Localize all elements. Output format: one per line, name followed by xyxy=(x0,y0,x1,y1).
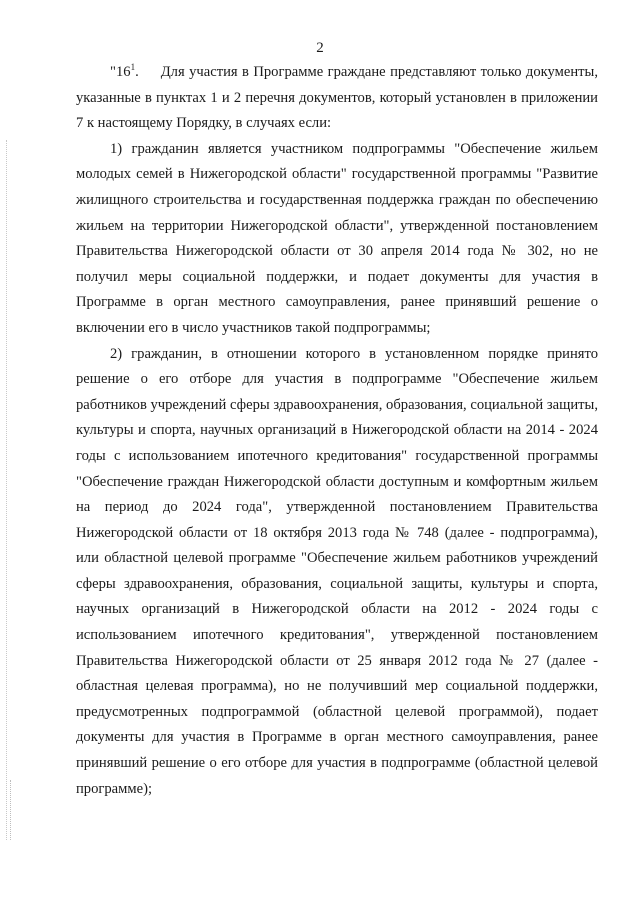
clause-number-suffix: . xyxy=(135,64,139,80)
clause-paragraph xyxy=(76,60,598,137)
document-body xyxy=(76,60,598,802)
list-item-2: 2) гражданин, в отношении которого в установленном порядке принято решение о его отборе для участия в подпрограмме "Обеспечение жильем работников учреждений сферы здравоохранения, образования, социальной защиты, культуры и спорта, научных организаций в Нижегородской области на 2014 - 2024 годы с использованием ипотечного кредитования" государственной программы "Обеспечение граждан Нижегородской области доступным и комфортным жильем на период до 2024 года", утвержденной постановлением Правительства Нижегородской области от 18 октября 2013 года № 748 (далее - подпрограмма), или областной целевой программе "Обеспечение жильем работников учреждений сферы здравоохранения, образования, социальной защиты, культуры и спорта, научных организаций в Нижегородской области на 2012 - 2024 годы с использованием ипотечного кредитования", утвержденной постановлением Правительства Нижегородской области от 25 января 2012 года № 27 (далее - областная целевая программа), но не получивший мер социальной поддержки, предусмотренных подпрограммой (областной целевой программой), подает документы для участия в Программе в орган местного самоуправления, ранее принявший решение о его отборе для участия в подпрограмме (областной целевой программе); xyxy=(76,345,598,797)
clause-number-superscript: 1 xyxy=(130,62,136,72)
scan-margin-marks-lower xyxy=(10,780,12,840)
page-number: 2 xyxy=(316,40,324,56)
clause-number xyxy=(110,64,139,80)
clause-open-quote: " xyxy=(110,64,116,80)
clause-number-main: 16 xyxy=(115,64,131,80)
scan-margin-marks xyxy=(6,140,9,840)
list-item-1: 1) гражданин является участником подпрограммы "Обеспечение жильем молодых семей в Нижегородской области" государственной программы "Развитие жилищного строительства и государственная поддержка граждан по обеспечению жильем на территории Нижегородской области", утвержденной постановлением Правительства Нижегородской области от 30 апреля 2014 года № 302, но не получил меры социальной поддержки, и подает документы для участия в Программе в орган местного самоуправления, ранее принявший решение о включении его в число участников такой подпрограммы; xyxy=(76,140,598,336)
clause-text: Для участия в Программе граждане представляют только документы, указанные в пунктах 1 и 2 перечня документов, который установлен в приложении 7 к настоящему Порядку, в случаях если: xyxy=(76,64,598,132)
